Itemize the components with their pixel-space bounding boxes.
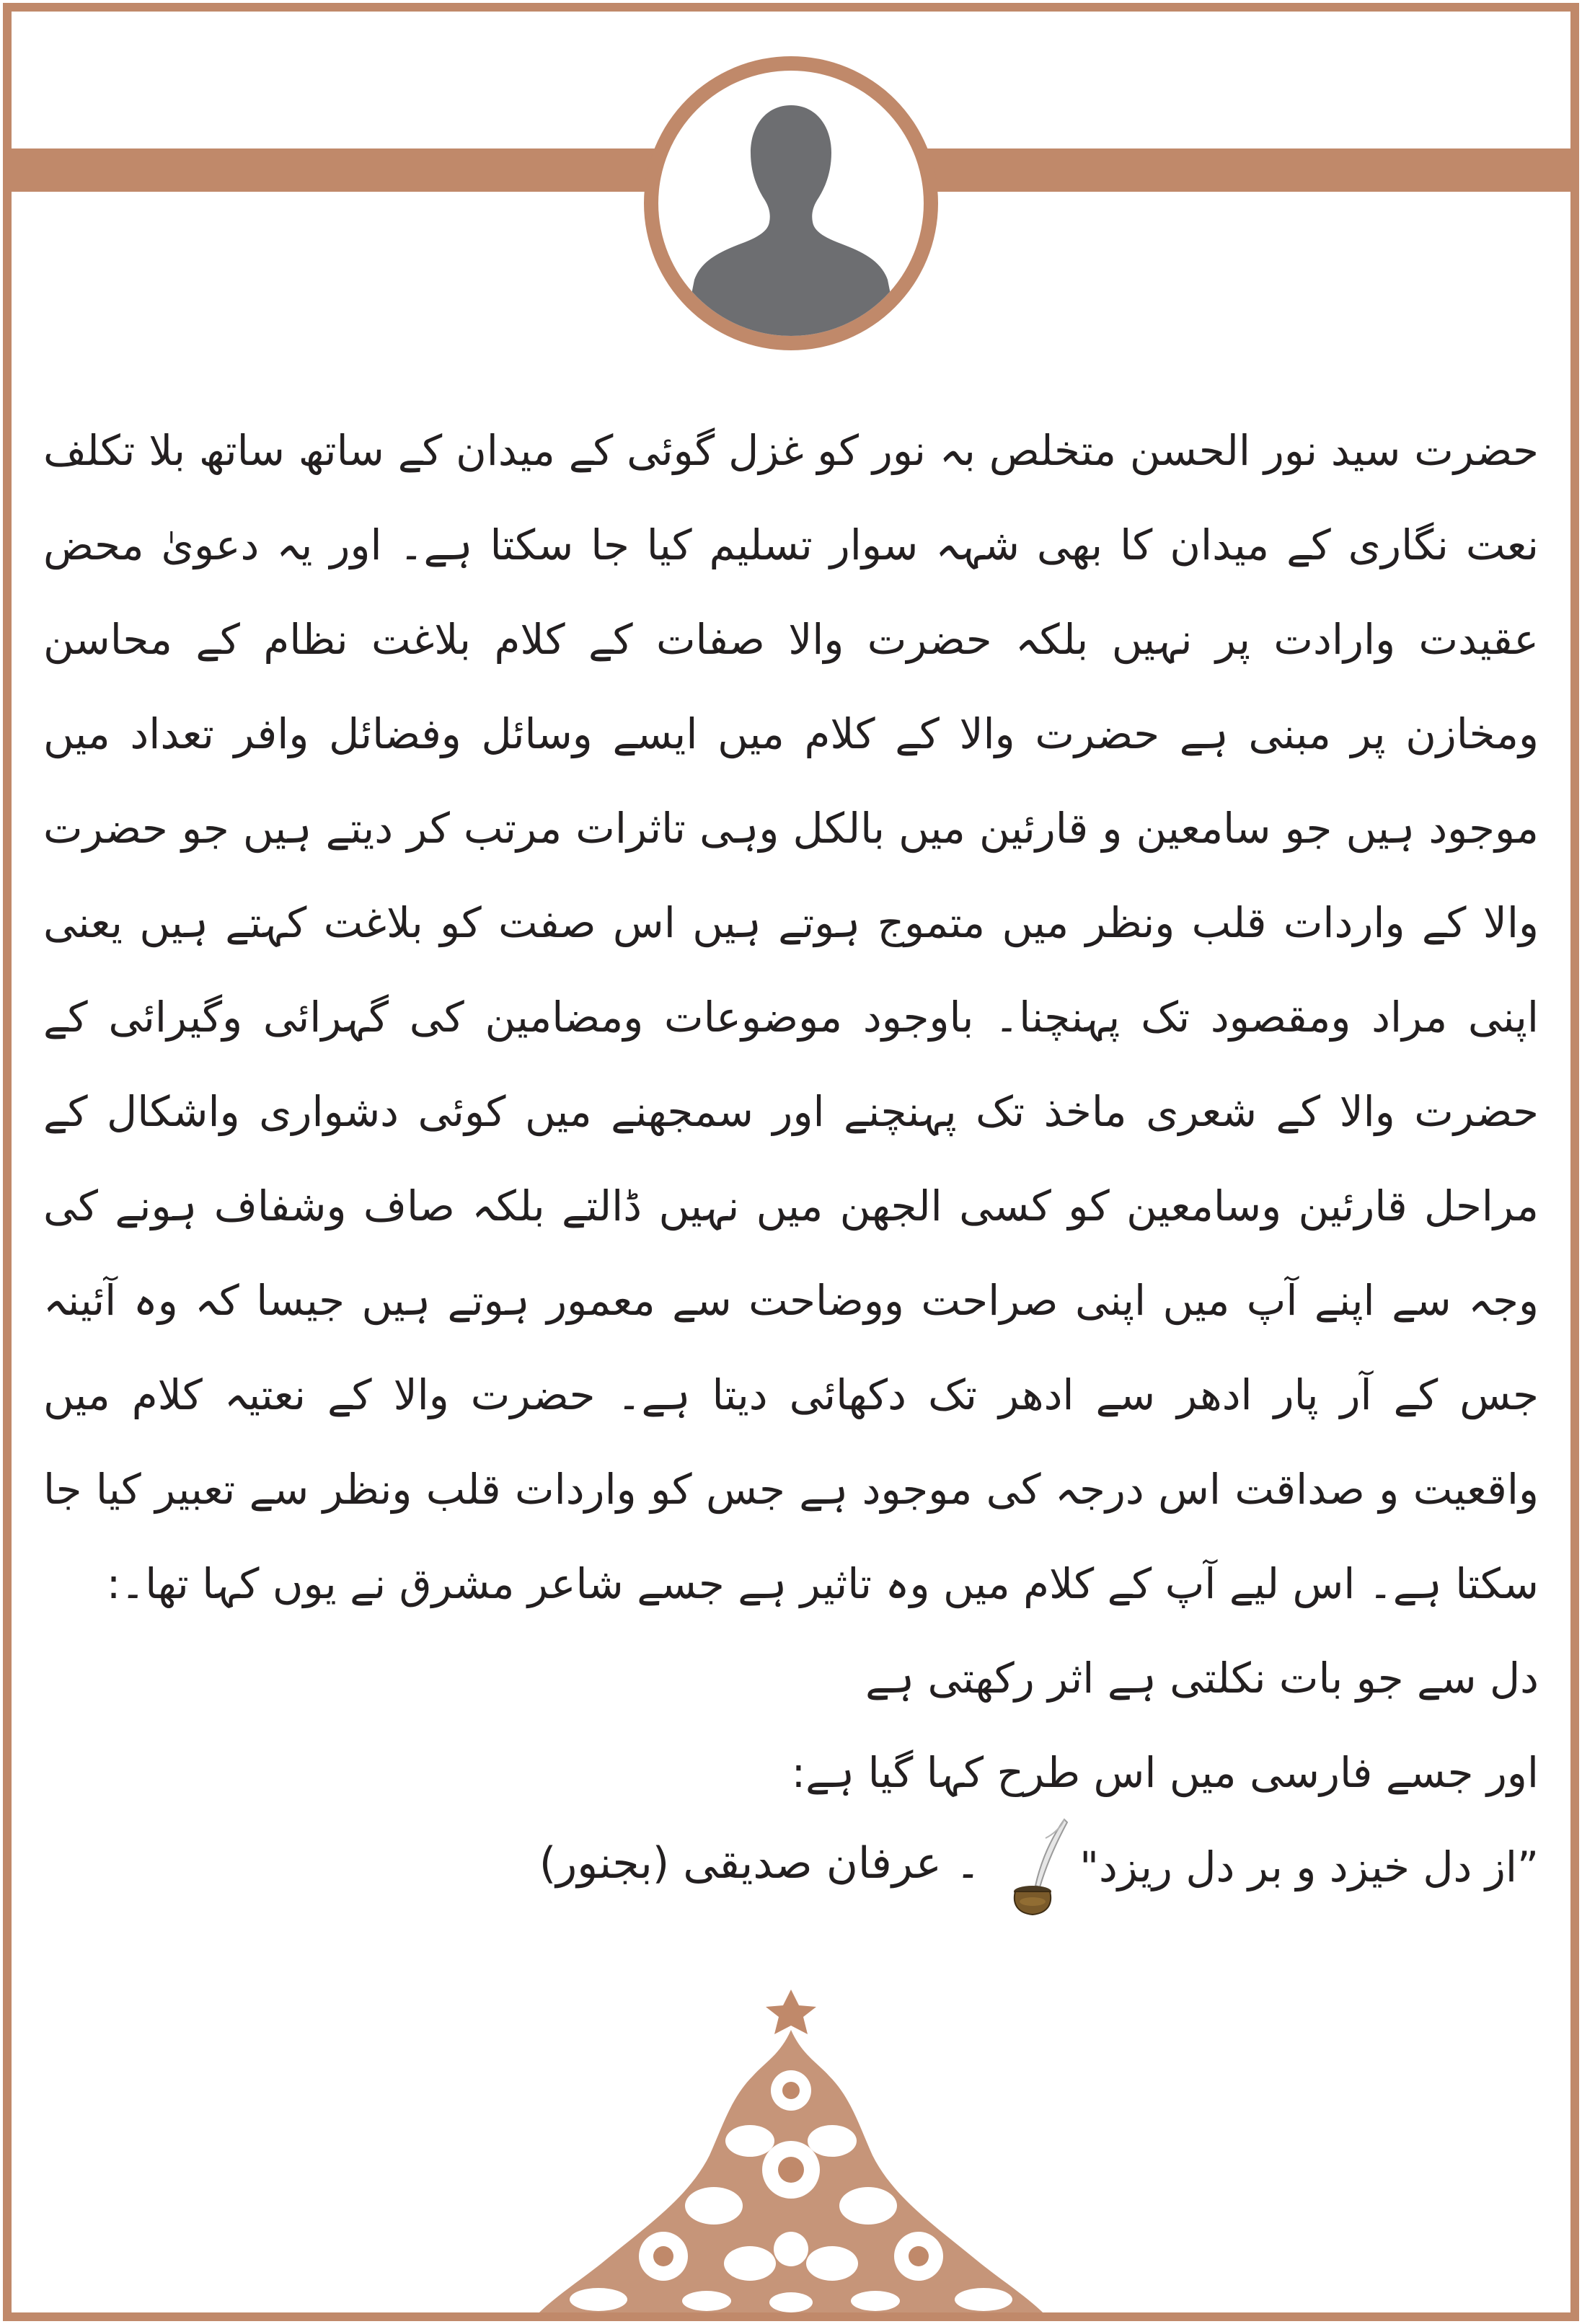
avatar-circle [658, 71, 924, 336]
article-paragraph: حضرت سید نور الحسن متخلص بہ نور کو غزل گوئی کے میدان کے ساتھ ساتھ بلا تکلف نعت نگاری کے میدان کا بھی شہہ سوار تسلیم کیا جا سکتا ہے۔ اور یہ دعویٰ محض عقیدت وارادت پر نہیں بلکہ حضرت والا صفات کے کلام بلاغت نظام کے محاسن ومخازن پر مبنی ہے حضرت والا کے کلام میں ایسے وسائل وفضائل وافر تعداد میں موجود ہیں جو سامعین و قارئین میں بالکل وہی تاثرات مرتب کر دیتے ہیں جو حضرت والا کے واردات قلب ونظر میں متموج ہوتے ہیں اس صفت کو بلاغت کہتے ہیں یعنی اپنی مراد ومقصود تک پہنچنا۔ باوجود موضوعات ومضامین کی گہرائی وگیرائی کے حضرت والا کے شعری ماخذ تک پہنچنے اور سمجھنے میں کوئی دشواری واشکال کے مراحل قارئین وسامعین کو کسی الجھن میں نہیں ڈالتے بلکہ صاف وشفاف ہونے کی وجہ سے اپنے آپ میں اپنی صراحت ووضاحت سے معمور ہوتے ہیں جیسا کہ وہ آئینہ جس کے آر پار ادھر سے ادھر تک دکھائی دیتا ہے۔ حضرت والا کے نعتیہ کلام میں واقعیت و صداقت اس درجہ کی موجود ہے جس کو واردات قلب ونظر سے تعبیر کیا جا سکتا ہے۔ اس لیے آپ کے کلام میں وہ تاثیر ہے جسے شاعر مشرق نے یوں کہا تھا۔: [43, 426, 1539, 1608]
person-silhouette-icon [658, 71, 924, 336]
persian-intro: اور جسے فارسی میں اس طرح کہا گیا ہے: [791, 1748, 1539, 1797]
quill-inkpot-icon [995, 1817, 1082, 1917]
floral-arabesque-ornament-icon [534, 1990, 1048, 2318]
article-body [43, 404, 1539, 1915]
urdu-verse: دل سے جو بات نکلتی ہے اثر رکھتی ہے [865, 1654, 1539, 1703]
persian-verse: ”از دل خیزد و بر دل ریزد" [1079, 1842, 1539, 1891]
signature [505, 1817, 1082, 1917]
author-name: ۔ عرفان صدیقی (بجنور) [539, 1838, 981, 1889]
avatar [644, 56, 938, 350]
